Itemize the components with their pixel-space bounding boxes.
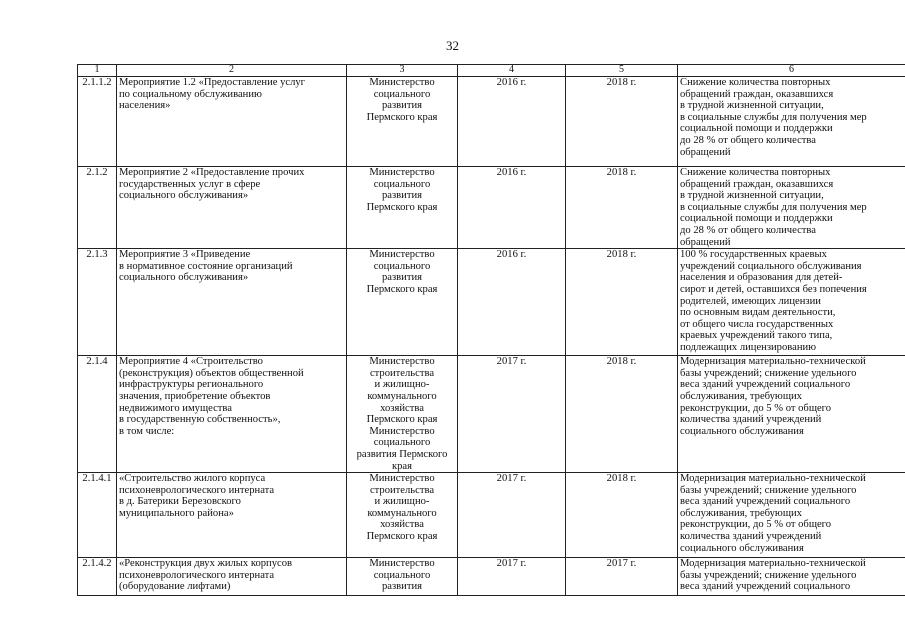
activity-line: (оборудование лифтами) (119, 581, 231, 593)
result-line: сирот и детей, оставшихся без попечения (680, 283, 867, 295)
executor-line: Министерство (369, 558, 435, 570)
executor-line: развития (381, 581, 423, 593)
result-line: веса зданий учреждений социального (680, 496, 851, 508)
executor-line: и жилищно- (374, 496, 430, 508)
result-line: Модернизация материально-технической (680, 356, 866, 368)
page-number: 32 (446, 38, 459, 53)
table-row (78, 558, 905, 596)
result-line: обслуживания, требующих (680, 390, 802, 402)
table-row (78, 473, 905, 558)
table-row (78, 167, 905, 249)
executor-line: развития (381, 190, 423, 202)
result-line: базы учреждений; снижение удельного (680, 367, 857, 379)
executor-cell (347, 167, 458, 249)
result-line: социального обслуживания (680, 425, 804, 437)
start-year-cell: 2017 г. (458, 558, 566, 596)
result-line: подлежащих лицензированию (680, 341, 817, 353)
table-row (78, 356, 905, 473)
activity-line: населения» (119, 100, 171, 112)
result-line: социальной помощи и поддержки (680, 123, 833, 135)
result-line: реконструкции, до 5 % от общего (680, 402, 832, 414)
activity-line: недвижимого имущества (119, 402, 232, 414)
executor-line: строительства (369, 484, 435, 496)
result-line: реконструкции, до 5 % от общего (680, 519, 832, 531)
end-year-cell: 2018 г. (566, 249, 678, 356)
result-line: 100 % государственных краевых (680, 249, 827, 261)
executor-line: края (391, 460, 413, 472)
row-number-cell: 2.1.4.1 (78, 473, 117, 558)
header-cell-executor: 3 (347, 65, 458, 77)
activity-line: (реконструкция) объектов общественной (119, 367, 304, 379)
program-activities-table (77, 64, 905, 596)
result-line: в трудной жизненной ситуации, (680, 100, 824, 112)
result-line: обращений граждан, оказавшихся (680, 88, 834, 100)
executor-cell (347, 77, 458, 167)
end-year-cell: 2017 г. (566, 558, 678, 596)
activity-line: психоневрологического интерната (119, 569, 275, 581)
result-line: до 28 % от общего количества (680, 134, 816, 146)
result-line: Модернизация материально-технической (680, 473, 866, 485)
result-line: учреждений социального обслуживания (680, 260, 862, 272)
activity-line: в государственную собственность», (119, 414, 281, 426)
end-year-cell: 2018 г. (566, 77, 678, 167)
result-line: социального обслуживания (680, 542, 804, 554)
activity-line: государственных услуг в сфере (119, 178, 261, 190)
result-line: в трудной жизненной ситуации, (680, 190, 824, 202)
activity-cell (117, 473, 347, 558)
row-number-cell: 2.1.1.2 (78, 77, 117, 167)
result-line: Снижение количества повторных (680, 77, 831, 88)
header-cell-activity: 2 (117, 65, 347, 77)
activity-line: «Реконструкция двух жилых корпусов (119, 558, 293, 570)
start-year-cell: 2016 г. (458, 77, 566, 167)
table-body (78, 77, 905, 596)
executor-line: социального (373, 569, 431, 581)
executor-line: хозяйства (380, 519, 424, 531)
start-year-cell: 2017 г. (458, 356, 566, 473)
row-number-cell: 2.1.3 (78, 249, 117, 356)
result-line: социальной помощи и поддержки (680, 213, 833, 225)
executor-line: Пермского края (366, 111, 438, 123)
row-number-cell: 2.1.4 (78, 356, 117, 473)
result-line: родителей, имеющих лицензии (680, 295, 821, 307)
executor-line: развития (381, 272, 423, 284)
activity-line: Мероприятие 1.2 «Предоставление услуг (119, 77, 306, 88)
activity-line: в д. Батерики Березовского (119, 496, 241, 508)
executor-line: хозяйства (380, 402, 424, 414)
executor-line: Министерство (369, 77, 435, 88)
result-line: обслуживания, требующих (680, 507, 802, 519)
activity-cell (117, 249, 347, 356)
activity-line: инфраструктуры регионального (119, 379, 264, 391)
result-line: в социальные службы для получения мер (680, 201, 867, 213)
activity-line: Мероприятие 2 «Предоставление прочих (119, 167, 305, 178)
end-year-cell: 2018 г. (566, 473, 678, 558)
executor-cell (347, 558, 458, 596)
executor-line: Министерство (369, 167, 435, 178)
result-line: по основным видам деятельности, (680, 307, 836, 319)
activity-line: социального обслуживания» (119, 190, 249, 202)
end-year-cell: 2018 г. (566, 167, 678, 249)
start-year-cell: 2017 г. (458, 473, 566, 558)
result-cell (678, 77, 905, 167)
activity-cell (117, 167, 347, 249)
executor-line: Министерство (369, 356, 435, 368)
result-line: количества зданий учреждений (680, 531, 822, 543)
table-row (78, 249, 905, 356)
result-line: веса зданий учреждений социального (680, 379, 851, 391)
executor-line: Министерство (369, 473, 435, 485)
header-cell-end-year: 5 (566, 65, 678, 77)
result-line: в социальные службы для получения мер (680, 111, 867, 123)
activity-line: Мероприятие 3 «Приведение (119, 249, 251, 261)
start-year-cell: 2016 г. (458, 167, 566, 249)
executor-line: и жилищно- (374, 379, 430, 391)
executor-line: социального (373, 437, 431, 449)
header-cell-number: 1 (78, 65, 117, 77)
result-line: обращений граждан, оказавшихся (680, 178, 834, 190)
executor-line: социального (373, 260, 431, 272)
result-line: веса зданий учреждений социального (680, 581, 851, 593)
activity-line: социального обслуживания» (119, 272, 249, 284)
executor-line: коммунального (367, 507, 437, 519)
activity-cell (117, 77, 347, 167)
header-cell-start-year: 4 (458, 65, 566, 77)
activity-line: Мероприятие 4 «Строительство (119, 356, 263, 368)
activity-line: значения, приобретение объектов (119, 390, 271, 402)
result-line: от общего числа государственных (680, 318, 834, 330)
executor-line: Пермского края (366, 283, 438, 295)
activity-cell (117, 558, 347, 596)
result-line: Модернизация материально-технической (680, 558, 866, 570)
row-number-cell: 2.1.2 (78, 167, 117, 249)
activity-line: муниципального района» (119, 507, 234, 519)
executor-line: социального (373, 88, 431, 100)
executor-line: Министерство (369, 249, 435, 261)
executor-line: строительства (369, 367, 435, 379)
activity-line: психоневрологического интерната (119, 484, 275, 496)
executor-cell (347, 473, 458, 558)
result-cell (678, 356, 905, 473)
table-row (78, 77, 905, 167)
table-header-row (78, 65, 905, 77)
result-cell (678, 473, 905, 558)
row-number-cell: 2.1.4.2 (78, 558, 117, 596)
executor-line: Пермского края (366, 414, 438, 426)
activity-line: по социальному обслуживанию (119, 88, 262, 100)
result-line: населения и образования для детей- (680, 272, 843, 284)
executor-line: Министерство (369, 425, 435, 437)
result-line: обращений (680, 146, 731, 158)
executor-cell (347, 356, 458, 473)
activity-line: в нормативное состояние организаций (119, 260, 293, 272)
result-line: краевых учреждений такого типа, (680, 330, 833, 342)
executor-line: Пермского края (366, 201, 438, 213)
result-line: до 28 % от общего количества (680, 224, 816, 236)
result-cell (678, 558, 905, 596)
result-line: количества зданий учреждений (680, 414, 822, 426)
result-cell (678, 167, 905, 249)
executor-line: развития Пермского (356, 448, 448, 460)
result-cell (678, 249, 905, 356)
activity-line: «Строительство жилого корпуса (119, 473, 266, 485)
result-line: базы учреждений; снижение удельного (680, 484, 857, 496)
executor-line: коммунального (367, 390, 437, 402)
activity-cell (117, 356, 347, 473)
result-line: базы учреждений; снижение удельного (680, 569, 857, 581)
end-year-cell: 2018 г. (566, 356, 678, 473)
result-line: Снижение количества повторных (680, 167, 831, 178)
executor-line: социального (373, 178, 431, 190)
header-cell-result: 6 (678, 65, 905, 77)
result-line: обращений (680, 236, 731, 248)
activity-line: в том числе: (119, 425, 175, 437)
executor-line: Пермского края (366, 531, 438, 543)
start-year-cell: 2016 г. (458, 249, 566, 356)
executor-cell (347, 249, 458, 356)
executor-line: развития (381, 100, 423, 112)
